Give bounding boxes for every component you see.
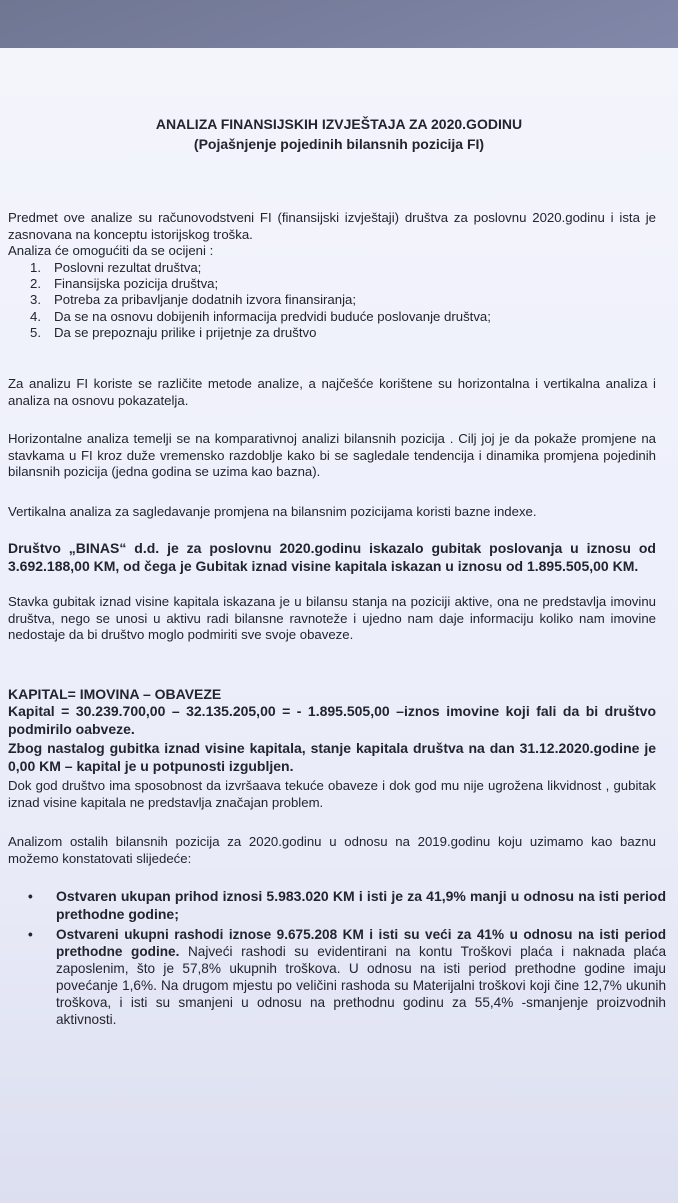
expenses-bold: Ostvareni ukupni rashodi iznose 9.675.208 KM i isti su veći za 41% u odnosu na isti period prethodne godine.	[56, 927, 666, 959]
list-item: 2. Finansijska pozicija društva;	[30, 276, 219, 292]
binas-explanation: Stavka gubitak iznad visine kapitala iskazana je u bilansu stanja na poziciji aktive, ona ne predstavlja imovinu društva, nego se unosi u aktivu radi bilansne ravnoteže i ujedno nam daje informaciju koliko nam imovine nedostaje da bi društvo moglo podmiriti sve svoje obaveze.	[8, 594, 656, 642]
capital-loss-statement: Zbog nastalog gubitka iznad visine kapitala, stanje kapitala društva na dan 31.12.2020.godine je 0,00 KM – kapital je u potpunosti izgubljen.	[8, 740, 656, 774]
list-item: 4. Da se na osnovu dobijenih informacija predvidi buduće poslovanje društva;	[30, 308, 491, 324]
expenses-detail: Najveći rashodi su evidentirani na kontu Troškovi plaća i naknada plaća zaposlenim, što je 57,8% ukupnih troškova. U odnosu na isti period prethodne godine imaju povećanje 1,6%. Na drugom mjestu po veličini rashoda su Materijalni troškovi koji čine 12,7% ukunih troškova, i isti su smanjeni u odnosu na prethodnu godinu za 55,4% -smanjenje proizvodnih aktivnosti.	[56, 944, 667, 1027]
intro-paragraph: Predmet ove analize su računovodstveni FI (finansijski izvještaji) društva za poslovnu 2020.godinu i ista je zasnovana na konceptu istorijskog troška.	[8, 210, 656, 242]
list-item: 1. Poslovni rezultat društva;	[30, 260, 202, 275]
document-page: ANALIZA FINANSIJSKIH IZVJEŠTAJA ZA 2020.GODINU (Pojašnjenje pojedinih bilansnih pozicija FI) Predmet ove analize su računovodstveni FI (finansijski izvještaji) društva za poslovnu 2020.godinu i ista je zasnovana na konceptu istorijskog troška. Analiza će omogućiti da se ocijeni : 1. Poslovni rezultat društva; 2. Finansijska pozicija društva; 3. Potreba za pribavljanje dodatnih izvora finansiranja; 4. Da se na osnovu dobijenih informacija predvidi buduće poslovanje društva; 5. Da se prepoznaju prilike i prijetnje za društvo Za analizu FI koriste se različite metode analize, a najčešće korištene su horizontalna i vertikalna analiza i analiza na osnovu pokazatelja. Horizontalne analiza temelji se na komparativnoj analizi bilansnih pozicija . Cilj joj je da pokaže promjene na stavkama u FI kroz duže vremensko razdoblje kako bi se sagledale tendencija i dinamika promjena pojedinih bilansnih pozicija (jedna godina se uzima kao bazna). Vertikalna analiza za sagledavanje promjena na bilansnim pozicijama koristi bazne indexe. Društvo „BINAS“ d.d. je za poslovnu 2020.godinu iskazalo gubitak poslovanja u iznosu od 3.692.188,00 KM, od čega je Gubitak iznad visine kapitala iskazan u iznosu od 1.895.505,00 KM. Stavka gubitak iznad visine kapitala iskazana je u bilansu stanja na poziciji aktive, ona ne predstavlja imovinu društva, nego se unosi u aktivu radi bilansne ravnoteže i ujedno nam daje informaciju koliko nam imovine nedostaje da bi društvo moglo podmiriti sve svoje obaveze. KAPITAL= IMOVINA – OBAVEZE Kapital = 30.239.700,00 – 32.135.205,00 = - 1.895.505,00 –iznos imovine koji fali da bi društvo podmirilo oabveze. Zbog nastalog gubitka iznad visine kapitala, stanje kapitala društva na dan 31.12.2020.godine je 0,00 KM – kapital je u potpunosti izgubljen. Dok god društvo ima sposobnost da izvršaava tekuće obaveze i dok god mu nije ugrožena likvidnost , gubitak iznad visine kapitala ne predstavlja značajan problem. Analizom ostalih bilansnih pozicija za 2020.godinu u odnosu na 2019.godinu koju uzimamo kao baznu možemo konstatovati slijedeće: • Ostvaren ukupan prihod iznosi 5.983.020 KM i isti je za 41,9% manji u odnosu na isti period prethodne godine; • Ostvareni ukupni rashodi iznose 9.675.208 KM i isti su veći za 41% u odnosu na isti period prethodne godine. Najveći rashodi su evidentirani na kontu Troškovi plaća i naknada plaća zaposlenim, što je 57,8% ukupnih troškova. U odnosu na isti period prethodne godine imaju povećanje 1,6%. Na drugom mjestu po veličini rashoda su Materijalni troškovi koji čine 12,7% ukunih troškova, i isti su smanjeni u odnosu na prethodnu godinu za 55,4% -smanjenje proizvodnih aktivnosti.	[0, 48, 678, 1203]
binas-loss-statement: Društvo „BINAS“ d.d. je za poslovnu 2020.godinu iskazalo gubitak poslovanja u iznosu od 3.692.188,00 KM, od čega je Gubitak iznad visine kapitala iskazan u iznosu od 1.895.505,00 KM.	[8, 540, 656, 574]
document-title: ANALIZA FINANSIJSKIH IZVJEŠTAJA ZA 2020.GODINU	[155, 116, 523, 132]
objectives-list	[30, 260, 491, 341]
bullet-icon: •	[28, 889, 33, 904]
document-subtitle: (Pojašnjenje pojedinih bilansnih pozicija FI)	[193, 136, 485, 152]
capital-calculation: Kapital = 30.239.700,00 – 32.135.205,00 = - 1.895.505,00 –iznos imovine koji fali da bi društvo podmirilo oabveze.	[8, 703, 656, 737]
vertical-analysis-paragraph: Vertikalna analiza za sagledavanje promjena na bilansnim pozicijama koristi bazne indexe.	[8, 504, 537, 519]
list-header: Analiza će omogućiti da se ocijeni :	[8, 243, 214, 258]
comparison-intro: Analizom ostalih bilansnih pozicija za 2020.godinu u odnosu na 2019.godinu koju uzimamo kao baznu možemo konstatovati slijedeće:	[8, 834, 656, 866]
liquidity-note: Dok god društvo ima sposobnost da izvršaava tekuće obaveze i dok god mu nije ugrožena likvidnost , gubitak iznad visine kapitala ne predstavlja značajan problem.	[8, 778, 656, 810]
list-item: 3. Potreba za pribavljanje dodatnih izvora finansiranja;	[30, 292, 357, 308]
bullet-icon: •	[28, 927, 33, 942]
methods-paragraph: Za analizu FI koriste se različite metode analize, a najčešće korištene su horizontalna i vertikalna analiza i analiza na osnovu pokazatelja.	[8, 376, 656, 408]
capital-formula: KAPITAL= IMOVINA – OBAVEZE	[8, 686, 222, 702]
horizontal-analysis-paragraph: Horizontalne analiza temelji se na komparativnoj analizi bilansnih pozicija . Cilj joj je da pokaže promjene na stavkama u FI kroz duže vremensko razdoblje kako bi se sagledale tendencija i dinamika promjena pojedinih bilansnih pozicija (jedna godina se uzima kao bazna).	[8, 431, 656, 479]
list-item: 5. Da se prepoznaju prilike i prijetnje za društvo	[30, 324, 317, 340]
